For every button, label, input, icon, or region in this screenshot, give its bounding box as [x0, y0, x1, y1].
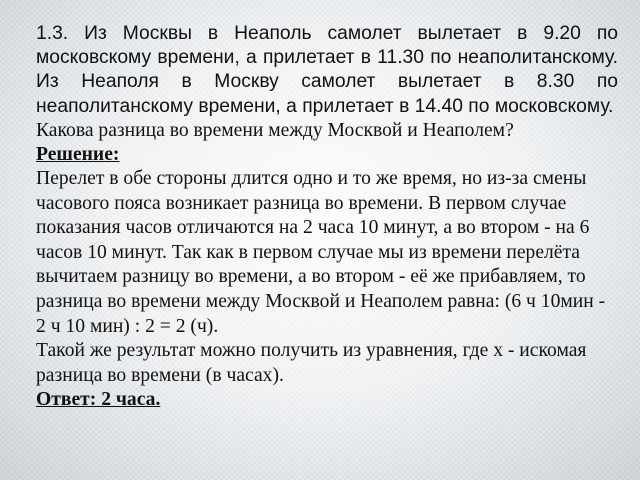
slide-content — [36, 22, 618, 413]
problem-statement: 1.3. Из Москвы в Неаполь самолет вылетает в 9.20 по московскому времени, а прилетает в 11.30 по неаполитанскому. Из Неаполя в Москву самолет вылетает в 8.30 по неаполитанскому времени, а прилетает в 14.40 по московскому. — [36, 23, 618, 117]
answer-text: Ответ: 2 часа. — [36, 389, 161, 411]
solution-heading: Решение: — [36, 144, 120, 166]
solution-paragraph-2: Такой же результат можно получить из уравнения, где х - искомая разница во времени (в часах). — [36, 340, 587, 386]
problem-question: Какова разница во времени между Москвой и Неаполем? — [36, 119, 514, 141]
solution-paragraph-1: Перелет в обе стороны длится одно и то же время, но из-за смены часового пояса возникает разница во времени. В первом случае показания часов отличаются на 2 часа 10 минут, а во втором - на 6 часов 10 минут. Так как в первом случае мы из времени перелёта вычитаем разницу во времени, а во втором - её же прибавляем, то разница во времени между Москвой и Неаполем равна: (6 ч 10мин - 2 ч 10 мин) : 2 = 2 (ч). — [36, 168, 606, 337]
